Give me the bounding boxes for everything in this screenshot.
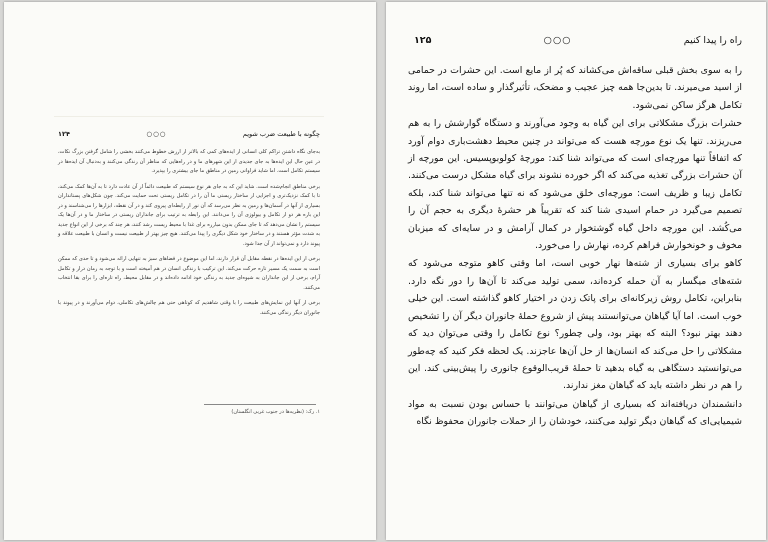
left-running-head: چگونه با طبیعت ضرب شویم: [242, 130, 320, 138]
right-page: [386, 2, 766, 540]
right-page-body: [408, 62, 742, 431]
left-paragraph: به‌جای نگاه داشتن تراکم کلی انسانی از ایده‌های کمی که بالاتر از ارزش خطوط می‌کنند بخشی را شامل گرفتن بزرگ نکات، در عین حال این ایده‌ها به جای جدیدی از این شهرهای ما و در راه‌هایی که مناظر آن زندگی می‌کنند و به‌دنبال آن ایده‌ها در سیستم تکامل است. اما شاید فراوانی زمین در مناطق ما جای بیشتری را بپذیرد.: [58, 149, 320, 174]
right-paragraph: کاهو برای بسیاری از شته‌ها نهار خوبی است، اما وقتی کاهو متوجه می‌شود که شته‌های میگسار به آن حمله کرده‌اند، سمی تولید می‌کند تا آن‌ها را دور نگه دارد. بنابراین، تکامل روش زیرکانه‌ای برای پاتک زدن در اختیار کاهو گذاشته است. این خیلی خوب است. اما آیا گیاهان می‌توانستند پیش از شروع حملهٔ جانوران دیگر آن را تشخیص دهند بهتر نبود؟ البته که بهتر بود، ولی چطور؟ نوع تکامل را وقتی می‌توان دید که مشکلاتی را حل می‌کند که انسان‌ها از حل آن‌ها عاجزند. یک لحظه فکر کنید که چه‌طور می‌توانستید دستگاهی به گیاه بدهید تا حملهٔ قریب‌الوقوع جانوری را پیش‌بینی کند. این را هم در نظر داشته باید که گیاهان مغز ندارند.: [408, 258, 742, 392]
left-paragraph: برخی از آنها این نمایش‌های طبیعت را با وقتی شاهدیم که کوتاهی حتی هم چالش‌های تکاملی، دوام می‌آورند و در پیوند با جانوران دیگر زندگی می‌کنند.: [58, 300, 320, 316]
bleed-through-line: [54, 116, 324, 117]
right-paragraph: را به سوی بخش قبلی ساقه‌اش می‌کشاند که پُر از مایع است. این حشرات در حمامی از اسید می‌میرند. تا بدین‌جا همه چیز عجیب و مضحک، تأثیرگذار و ساده است، اما روند تکامل هرگز ساکن نمی‌شود.: [408, 65, 742, 111]
left-paragraph: برخی مناطق انجام‌شده است. شاید این که به جای هر نوع سیستم که طبیعت دائماً از آن عادت دارد تا به آن‌ها کمک می‌کند، تا با کمک نزدیک‌تری و اجزایی از ساختار زیستی ما آن را در تکامل زیستی تحت حمایت می‌کند. چون شکل‌های پستانداران بسیاری از آنها در آسمان‌ها و زمین به نظر می‌رسد که آن نور از رابطه‌ای پیروی کند و در آن نقطه، ابزارها را می‌شناسند و در این باره هر دو از تکامل و بیولوژی آن را می‌دانند. این رابطه به ترتیب برای جانداران زیستی در ساختار ما و در آن‌ها یک سیستم را نشان می‌دهد که تا جای ممکن بدون مبارزه برای غذا با محیط زیست رشد کنند، هر چند که برخی از این انواع جدید به شدت مؤثر هستند و در ساختار خود شکل دیگری را پیدا می‌کنند. هیچ چیز بهتر از طبیعت نیست و انسان با طبیعت علاقه و پیوند دارد و نمی‌تواند از آن جدا شود.: [58, 183, 320, 247]
left-ornament: ○○○: [146, 130, 167, 138]
right-ornament: ○○○: [543, 35, 572, 46]
left-footnote: ۱. رک: (نظریه‌ها در جنوب غربی انگلستان): [231, 409, 320, 415]
left-page: [4, 2, 376, 540]
right-page-number: ۱۲۵: [414, 35, 432, 46]
footnote-divider: [204, 404, 316, 405]
left-page-body: [58, 148, 320, 324]
left-page-number: ۱۲۴: [58, 130, 70, 138]
left-paragraph: برخی از این ایده‌ها در نقطه مقابل آن قرار دارند، اما این موضوع در فضاهای سبز به تنهایی ارائه می‌شود و تا حدی که ممکن است به سمت یک مسیر تازه حرکت می‌کند. این ترکیب با زندگی انسان در هم آمیخته است و با توجه به زمان دراز و تکامل آرام، برخی از این جانداران به شیوه‌ای جدید به زندگی خود ادامه داده‌اند و در مقابل محیط، راه تازه‌ای را برای بقا انتخاب می‌کنند.: [58, 256, 320, 291]
right-running-head: راه را پیدا کنیم: [683, 35, 742, 46]
right-page-header: [414, 35, 742, 46]
right-paragraph: دانشمندان دریافته‌اند که بسیاری از گیاهان می‌توانند با حساس بودن نسبت به مواد شیمیایی‌ای که گیاهان دیگر تولید می‌کنند، خودشان را از حملات جانوران محفوظ نگاه: [408, 398, 742, 428]
right-paragraph: حشرات بزرگ مشکلاتی برای این گیاه به وجود می‌آورند و دستگاه گوارشش را به هم می‌ریزند. تنها یک نوع مورچه هست که می‌تواند در چنین محیط دهشت‌باری دوام آورد که اتفاقاً تنها مورچه‌ای است که می‌تواند شنا کند: مورچهٔ کولوبوپسیس. این مورچه از آن حشرات بزرگی تغذیه می‌کند که اگر خورده نشوند برای گیاه مشکل درست می‌کنند. تکامل زیبا و ظریف است: مورچه‌ای خلق می‌شود که نه تنها می‌تواند شنا کند، بلکه تصمیم می‌گیرد در حمام اسیدی شنا کند که تقریباً هر حشرهٔ دیگری به حجم آن را می‌کُشد. این مورچه داخل گیاه گوشتخوار در کمال آرامش و در سایه‌ای که میزبان مخوف و خونخوارش فراهم کرده، نهارش را می‌خورد.: [408, 118, 742, 252]
left-page-header: [58, 130, 320, 138]
